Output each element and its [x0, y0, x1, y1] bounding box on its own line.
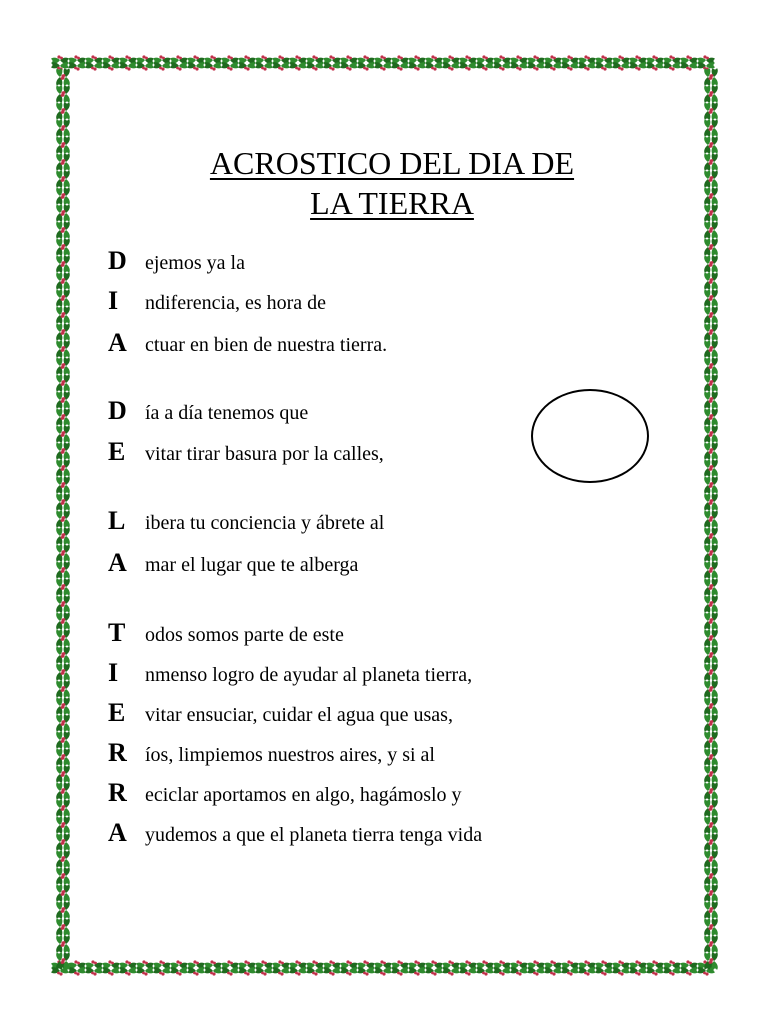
acrostic-text: ía a día tenemos que [145, 402, 309, 424]
acrostic-text: ctuar en bien de nuestra tierra. [145, 334, 388, 356]
acrostic-text: yudemos a que el planeta tierra tenga vida [145, 824, 483, 846]
acrostic-letter: A [108, 548, 127, 577]
acrostic-letter: E [108, 437, 126, 466]
acrostic-line [108, 507, 384, 537]
acrostic-line [108, 659, 472, 689]
acrostic-line [108, 549, 358, 579]
acrostic-text: eciclar aportamos en algo, hagámoslo y [145, 784, 462, 806]
acrostic-letter: D [108, 246, 127, 275]
acrostic-line [108, 779, 462, 809]
acrostic-text: vitar tirar basura por la calles, [145, 443, 384, 465]
acrostic-text: mar el lugar que te alberga [145, 554, 359, 576]
acrostic-text: íos, limpiemos nuestros aires, y si al [145, 744, 435, 766]
acrostic-letter: T [108, 618, 126, 647]
acrostic-letter: E [108, 698, 126, 727]
acrostic-letter: A [108, 328, 127, 357]
acrostic-line [108, 397, 308, 427]
title-line-2: LA TIERRA [310, 185, 474, 221]
acrostic-text: ejemos ya la [145, 252, 245, 274]
acrostic-text: vitar ensuciar, cuidar el agua que usas, [145, 704, 453, 726]
acrostic-letter: R [108, 778, 127, 807]
acrostic-line [108, 619, 344, 649]
acrostic-text: nmenso logro de ayudar al planeta tierra, [145, 664, 473, 686]
acrostic-letter: I [108, 658, 119, 687]
acrostic-line [108, 438, 384, 468]
acrostic-letter: L [108, 506, 126, 535]
page-title [120, 143, 664, 223]
acrostic-line [108, 739, 435, 769]
acrostic-text: odos somos parte de este [145, 624, 344, 646]
acrostic-text: ibera tu conciencia y ábrete al [145, 512, 385, 534]
acrostic-line [108, 699, 453, 729]
acrostic-letter: A [108, 818, 127, 847]
acrostic-text: ndiferencia, es hora de [145, 292, 327, 314]
acrostic-line [108, 819, 482, 849]
circle-drawing-icon [531, 389, 649, 483]
acrostic-line [108, 247, 245, 277]
acrostic-letter: R [108, 738, 127, 767]
acrostic-line [108, 287, 326, 317]
acrostic-line [108, 329, 387, 359]
acrostic-letter: D [108, 396, 127, 425]
title-line-1: ACROSTICO DEL DIA DE [209, 145, 575, 181]
acrostic-letter: I [108, 286, 119, 315]
